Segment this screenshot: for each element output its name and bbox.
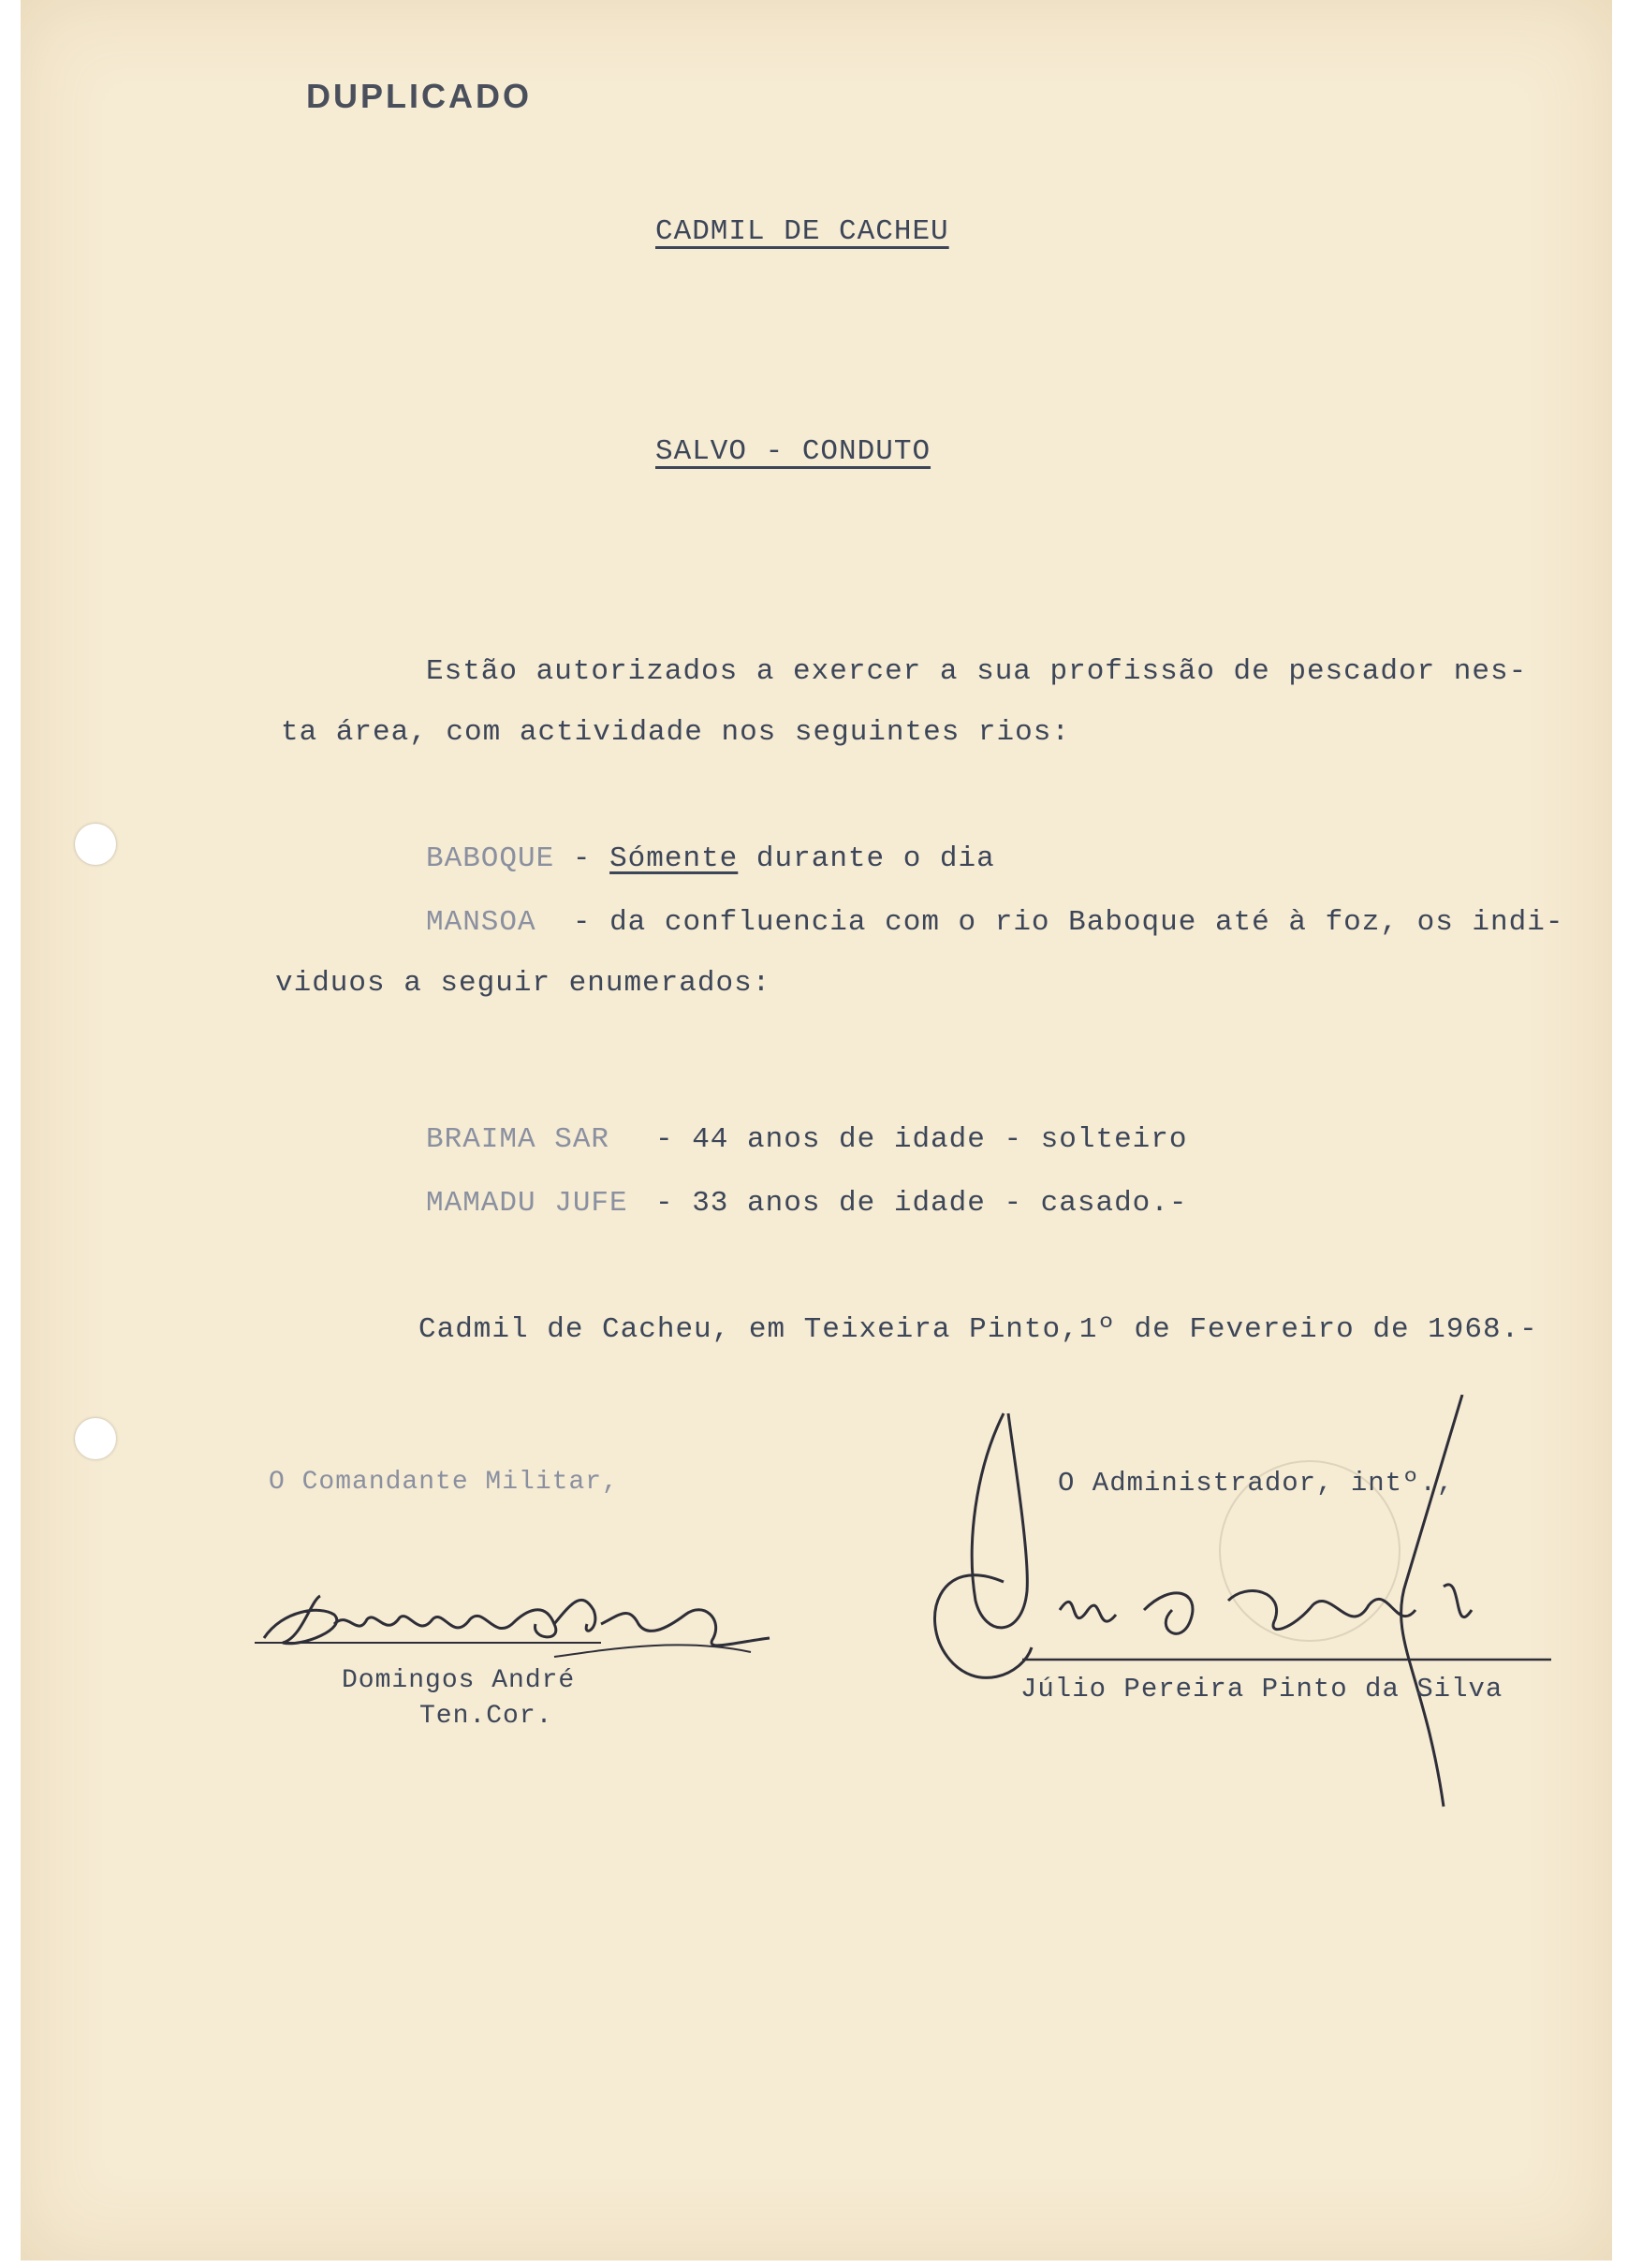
punch-hole: [75, 824, 116, 865]
river-mansoa: [426, 906, 1563, 939]
administrator-signature: [919, 1395, 1593, 1816]
river-dash: -: [572, 906, 592, 939]
person-info: - 33 anos de idade - casado.-: [655, 1187, 1188, 1220]
river-detail: da confluencia com o rio Baboque até à foz, os indi-: [609, 906, 1564, 939]
river-name: MANSOA: [426, 906, 536, 939]
commander-title: O Comandante Militar,: [269, 1468, 619, 1497]
document-title: SALVO - CONDUTO: [655, 435, 931, 468]
intro-line-1: Estão autorizados a exercer a sua profissão de pescador nes-: [426, 655, 1528, 688]
person-row: [426, 1187, 1188, 1220]
river-name: BABOQUE: [426, 842, 555, 875]
document-page: [21, 0, 1612, 2261]
river-mansoa-continued: viduos a seguir enumerados:: [275, 967, 771, 1000]
person-name: MAMADU JUFE: [426, 1187, 628, 1220]
river-dash: -: [572, 842, 592, 875]
punch-hole: [75, 1418, 116, 1459]
duplicado-stamp: DUPLICADO: [306, 77, 532, 115]
administrator-name: Júlio Pereira Pinto da Silva: [1020, 1674, 1503, 1705]
river-baboque: [426, 842, 995, 875]
commander-name: Domingos André: [342, 1666, 576, 1695]
date-line: Cadmil de Cacheu, em Teixeira Pinto,1º de Fevereiro de 1968.-: [418, 1313, 1538, 1346]
administrator-title: O Administrador, intº.,: [1058, 1468, 1455, 1499]
person-name: BRAIMA SAR: [426, 1123, 610, 1156]
intro-line-2: ta área, com actividade nos seguintes rios:: [281, 716, 1070, 749]
person-row: [426, 1123, 1188, 1156]
river-detail: durante o dia: [755, 842, 995, 875]
person-info: - 44 anos de idade - solteiro: [655, 1123, 1188, 1156]
river-emphasis: Sómente: [609, 842, 739, 875]
office-heading: CADMIL DE CACHEU: [655, 215, 949, 248]
commander-rank: Ten.Cor.: [419, 1702, 553, 1731]
